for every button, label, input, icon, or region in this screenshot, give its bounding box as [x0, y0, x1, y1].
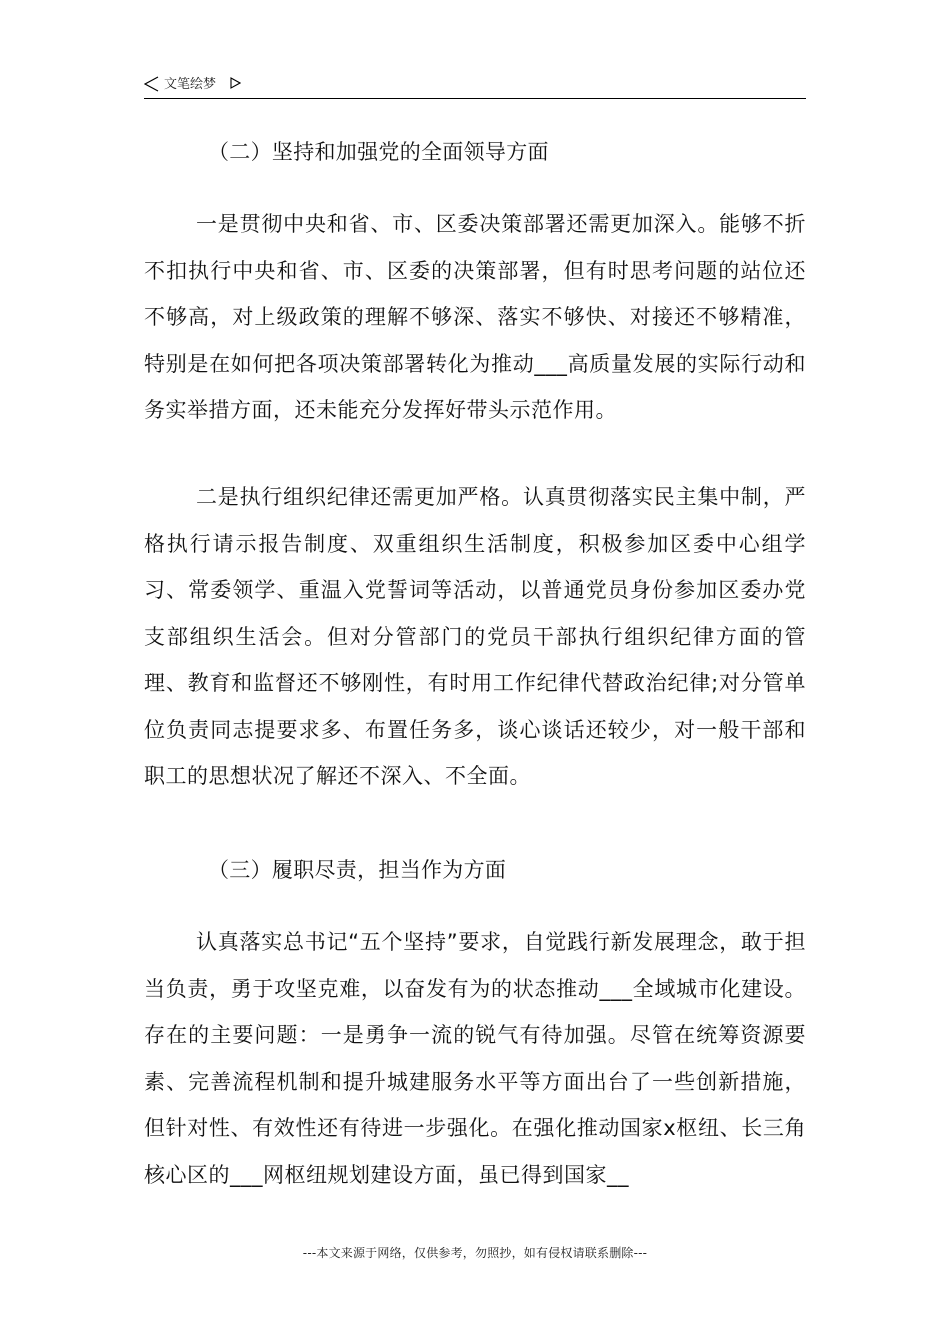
triangle-right-icon [230, 77, 241, 89]
paragraph-2: 二是执行组织纪律还需更加严格。认真贯彻落实民主集中制，严格执行请示报告制度、双重组织生活制度，积极参加区委中心组学习、常委领学、重温入党誓词等活动，以普通党员身份参加区委办党支部组织生活会。但对分管部门的党员干部执行组织纪律方面的管理、教育和监督还不够刚性，有时用工作纪律代替政治纪律;对分管单位负责同志提要求多、布置任务多，谈心谈话还较少，对一般干部和职工的思想状况了解还不深入、不全面。 [144, 485, 806, 788]
triangle-left-icon [144, 76, 160, 92]
header-title: 文笔绘梦 [164, 77, 217, 92]
section-heading-3: （三）履职尽责，担当作为方面 [208, 858, 507, 882]
page-header [144, 74, 806, 99]
paragraph-1: 一是贯彻中央和省、市、区委决策部署还需更加深入。能够不折不扣执行中央和省、市、区委的决策部署，但有时思考问题的站位还不够高，对上级政策的理解不够深、落实不够快、对接还不够精准，特别是在如何把各项决策部署转化为推动___高质量发展的实际行动和务实举措方面，还未能充分发挥好带头示范作用。 [144, 212, 806, 422]
paragraph-3: 认真落实总书记“五个坚持”要求，自觉践行新发展理念，敢于担当负责，勇于攻坚克难，以奋发有为的状态推动___全域城市化建设。存在的主要问题：一是勇争一流的锐气有待加强。尽管在统筹资源要素、完善流程机制和提升城建服务水平等方面出台了一些创新措施，但针对性、有效性还有待进一步强化。在强化推动国家x枢纽、长三角核心区的___网枢纽规划建设方面，虽已得到国家__ [144, 930, 806, 1187]
page-footer-disclaimer: ---本文来源于网络，仅供参考，勿照抄，如有侵权请联系删除--- [302, 1246, 648, 1260]
section-heading-2: （二）坚持和加强党的全面领导方面 [208, 140, 549, 164]
